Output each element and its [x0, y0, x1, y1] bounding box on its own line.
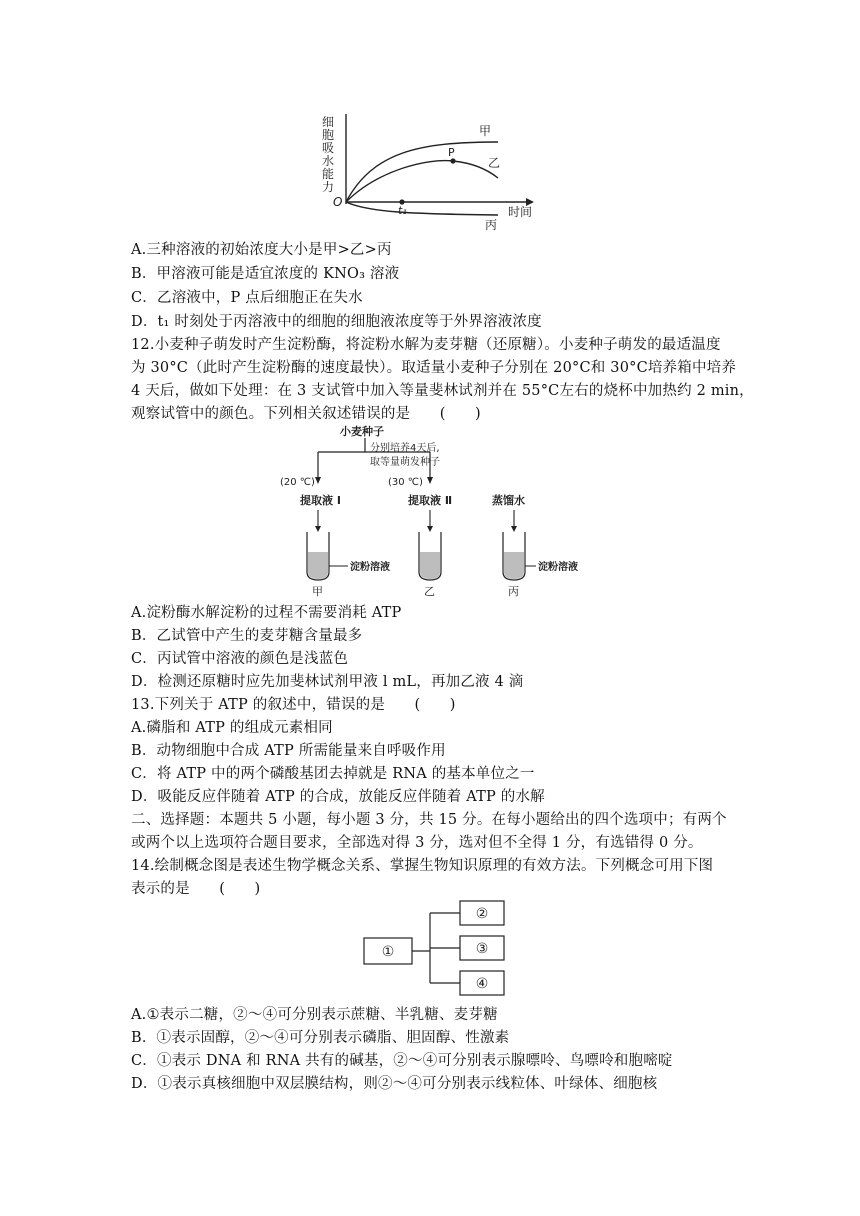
q11-option-a: A.三种溶液的初始浓度大小是甲>乙>丙: [131, 242, 392, 258]
section-2-heading: 或两个以上选项符合题目要求，全部选对得 3 分，选对但不全得 1 分，有选错得 0 分。: [131, 835, 703, 851]
section-2-heading: 二、选择题：本题共 5 小题，每小题 3 分，共 15 分。在每小题给出的四个选项中；有两个: [131, 812, 727, 828]
y-label-char: 胞: [322, 128, 335, 142]
q12-stem-line: 为 30°C（此时产生淀粉酶的速度最快）。取适量小麦种子分别在 20°C和 30°C培养箱中培养: [131, 360, 737, 376]
starch-label-2: 淀粉溶液: [538, 562, 578, 573]
x-axis-label: 时间: [508, 205, 533, 219]
q14-option-d: D．①表示真核细胞中双层膜结构，则②～④可分别表示线粒体、叶绿体、细胞核: [131, 1076, 658, 1092]
concept-box-3-label: ③: [475, 941, 489, 957]
note-line-1: 分别培养4天后,: [370, 443, 440, 454]
q13-option-a: A.磷脂和 ATP 的组成元素相同: [131, 720, 333, 736]
tube-2-label: 乙: [424, 585, 435, 598]
y-label-char: 力: [322, 180, 335, 194]
q14-option-a: A.①表示二糖，②～④可分别表示蔗糖、半乳糖、麦芽糖: [131, 1007, 498, 1023]
water-label: 蒸馏水: [492, 494, 525, 507]
concept-box-1-label: ①: [381, 944, 395, 960]
point-p-label: P: [448, 146, 455, 159]
point-p: [450, 158, 455, 163]
curve-c: [346, 202, 498, 215]
starch-label-1: 淀粉溶液: [350, 562, 390, 573]
q13-option-c: C．将 ATP 中的两个磷酸基团去掉就是 RNA 的基本单位之一: [131, 766, 535, 782]
q12-option-a: A.淀粉酶水解淀粉的过程不需要消耗 ATP: [131, 605, 402, 621]
temp-label-1: (20 ℃): [280, 477, 315, 488]
q12-option-b: B．乙试管中产生的麦芽糖含量最多: [131, 628, 363, 644]
q12-option-d: D．检测还原糖时应先加斐林试剂甲液 l mL，再加乙液 4 滴: [131, 674, 524, 690]
q13-option-b: B．动物细胞中合成 ATP 所需能量来自呼吸作用: [131, 743, 446, 759]
q11-option-d: D．t₁ 时刻处于丙溶液中的细胞的细胞液浓度等于外界溶液浓度: [131, 314, 542, 330]
concept-map: [360, 898, 510, 1002]
y-label-char: 细: [322, 115, 335, 129]
tube-1: [307, 532, 329, 580]
q14-stem-line: 表示的是 ( ): [131, 881, 261, 897]
q13-stem: 13.下列关于 ATP 的叙述中，错误的是 ( ): [131, 697, 456, 713]
concept-box-2-label: ②: [475, 906, 489, 922]
origin-label: O: [333, 195, 343, 209]
temp-label-2: (30 ℃): [388, 477, 423, 488]
q14-option-c: C．①表示 DNA 和 RNA 共有的碱基，②～④可分别表示腺嘌呤、鸟嘌呤和胞嘧啶: [131, 1053, 673, 1069]
y-label-char: 能: [322, 167, 335, 181]
y-axis-label: [322, 115, 334, 194]
q12-stem-line: 4 天后，做如下处理：在 3 支试管中加入等量斐林试剂并在 55°C左右的烧杯中加热约 2 min，: [131, 383, 754, 399]
tube-2: [419, 532, 441, 580]
q14-stem-line: 14.绘制概念图是表述生物学概念关系、掌握生物知识原理的有效方法。下列概念可用下图: [131, 858, 714, 874]
curve-c-label: 丙: [485, 218, 498, 232]
arrow-head: [427, 477, 433, 484]
curve-a: [346, 142, 501, 202]
q12-stem-line: 12.小麦种子萌发时产生淀粉酶，将淀粉水解为麦芽糖（还原糖）。小麦种子萌发的最适温度: [131, 337, 721, 353]
tube-3-label: 丙: [508, 585, 519, 598]
curve-b-label: 乙: [488, 156, 501, 170]
q11-option-b: B．甲溶液可能是适宜浓度的 KNO₃ 溶液: [131, 266, 400, 282]
curve-b: [346, 161, 498, 202]
tube-1-label: 甲: [312, 585, 323, 598]
t1-label: t₁: [398, 204, 407, 217]
q13-option-d: D．吸能反应伴随着 ATP 的合成，放能反应伴随着 ATP 的水解: [131, 789, 545, 805]
q14-option-b: B．①表示固醇，②～④可分别表示磷脂、胆固醇、性激素: [131, 1030, 510, 1046]
curve-a-label: 甲: [479, 124, 492, 138]
q11-option-c: C．乙溶液中，P 点后细胞正在失水: [131, 290, 363, 306]
seeds-label: 小麦种子: [340, 425, 384, 438]
water-absorption-graph: [318, 112, 548, 232]
concept-box-4-label: ④: [475, 976, 489, 992]
note-line-2: 取等量萌发种子: [370, 457, 440, 468]
extract-1-label: 提取液 I: [300, 494, 341, 507]
experiment-diagram: [280, 424, 600, 599]
tube-3: [503, 532, 525, 580]
q12-option-c: C．丙试管中溶液的颜色是浅蓝色: [131, 651, 349, 667]
y-label-char: 水: [322, 154, 335, 168]
extract-2-label: 提取液 Ⅱ: [408, 494, 453, 507]
q12-stem-line: 观察试管中的颜色。下列相关叙述错误的是 ( ): [131, 406, 481, 422]
arrow-head: [315, 477, 321, 484]
y-label-char: 吸: [322, 141, 335, 155]
